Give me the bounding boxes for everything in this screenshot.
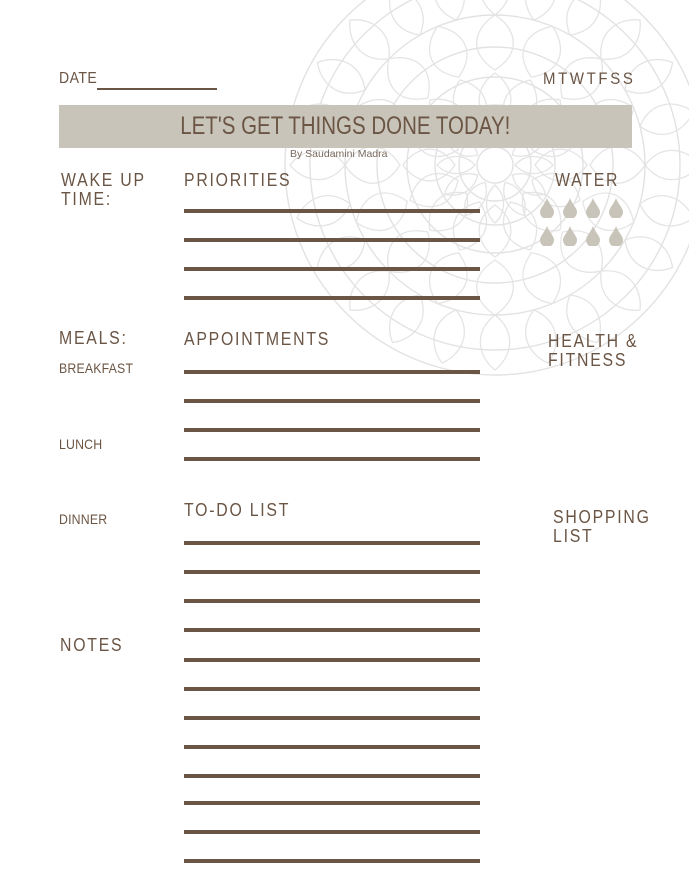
shopping-list-label: SHOPPING LIST [553, 507, 651, 546]
water-drop-icon[interactable] [609, 226, 623, 246]
breakfast-label: BREAKFAST [59, 360, 134, 376]
appointment-line[interactable] [184, 399, 480, 403]
priority-line[interactable] [184, 267, 480, 271]
appointment-line[interactable] [184, 428, 480, 432]
lunch-label: LUNCH [59, 436, 103, 452]
water-drop-icon[interactable] [563, 198, 577, 218]
byline: By Saudamini Madra [290, 148, 388, 160]
todo-list-label: TO-DO LIST [184, 500, 291, 520]
water-drop-icon[interactable] [540, 226, 554, 246]
priority-line[interactable] [184, 238, 480, 242]
todo-line[interactable] [184, 801, 480, 805]
title-banner [59, 105, 632, 148]
appointments-label: APPOINTMENTS [184, 329, 331, 349]
weekday-selector[interactable]: MTWTFSS [543, 69, 636, 88]
todo-line[interactable] [184, 658, 480, 662]
todo-line[interactable] [184, 687, 480, 691]
todo-line[interactable] [184, 599, 480, 603]
todo-line[interactable] [184, 830, 480, 834]
appointment-line[interactable] [184, 370, 480, 374]
todo-line[interactable] [184, 745, 480, 749]
todo-line[interactable] [184, 859, 480, 863]
water-drop-icon[interactable] [586, 226, 600, 246]
date-field-line[interactable] [97, 88, 217, 90]
water-drop-icon[interactable] [540, 198, 554, 218]
todo-line[interactable] [184, 774, 480, 778]
priority-line[interactable] [184, 296, 480, 300]
wake-up-time-label: WAKE UP TIME: [61, 170, 146, 209]
appointment-line[interactable] [184, 457, 480, 461]
priorities-label: PRIORITIES [184, 170, 292, 190]
todo-line[interactable] [184, 570, 480, 574]
todo-line[interactable] [184, 541, 480, 545]
page-title: LET'S GET THINGS DONE TODAY! [180, 112, 511, 140]
water-drop-icon[interactable] [563, 226, 577, 246]
dinner-label: DINNER [59, 511, 108, 527]
date-label: DATE [59, 70, 98, 87]
water-drop-icon[interactable] [609, 198, 623, 218]
notes-label: NOTES [60, 635, 124, 655]
priority-line[interactable] [184, 209, 480, 213]
water-drop-icon[interactable] [586, 198, 600, 218]
mandala-decoration [280, 0, 689, 380]
todo-line[interactable] [184, 628, 480, 632]
todo-line[interactable] [184, 716, 480, 720]
water-label: WATER [555, 170, 620, 190]
meals-label: MEALS: [59, 328, 128, 348]
health-fitness-label: HEALTH & FITNESS [548, 331, 639, 370]
